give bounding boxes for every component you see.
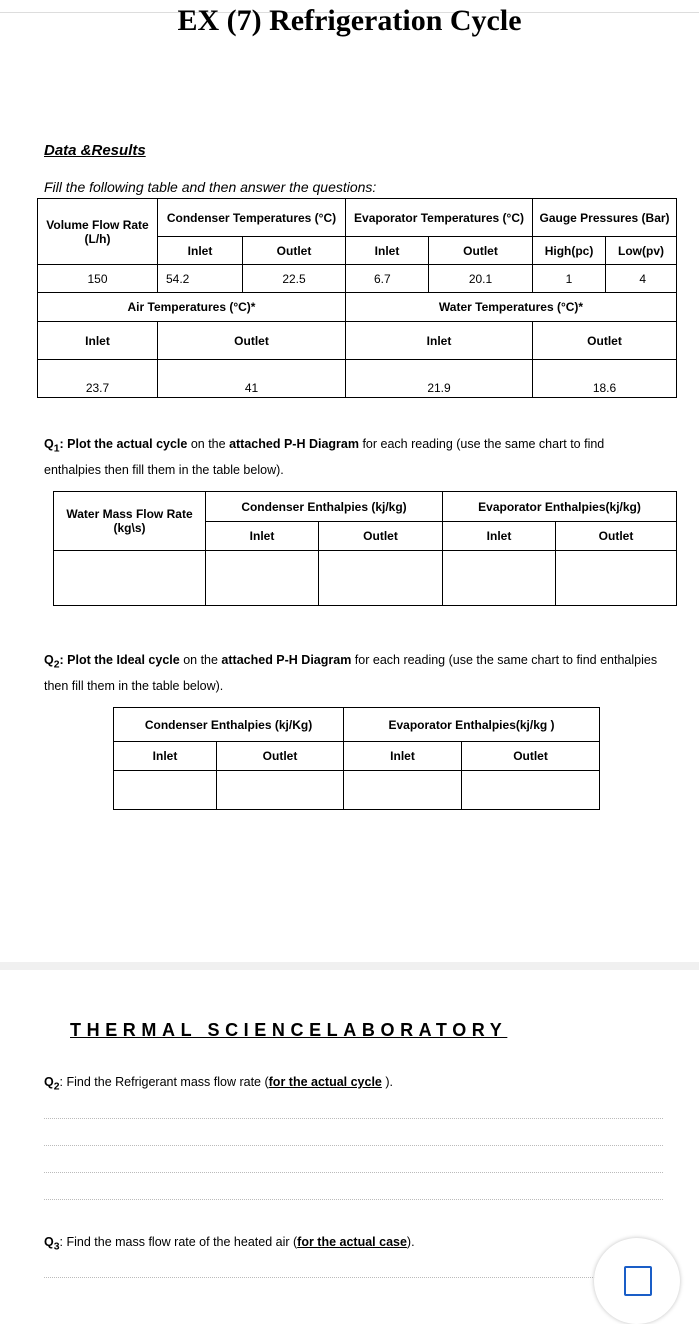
evaporator-outlet-header: Outlet	[429, 237, 533, 265]
evaporator-temps-header: Evaporator Temperatures (°C)	[346, 199, 533, 237]
empty-cell[interactable]	[462, 771, 600, 810]
condenser-outlet-header: Outlet	[319, 522, 443, 551]
question-2: $Q_2$: Plot the Ideal cycle on the attached P-H Diagram for each reading (use the same chart to find enthalpies then fill them in the table below).	[44, 653, 658, 693]
empty-cell[interactable]	[319, 551, 443, 606]
page-break	[0, 962, 699, 970]
evaporator-inlet-header: Inlet	[443, 522, 556, 551]
page-title: EX (7) Refrigeration Cycle	[177, 4, 522, 37]
water-outlet-value: 18.6	[533, 360, 677, 398]
lab-header: THERMAL SCIENCELABORATORY	[70, 1020, 508, 1040]
empty-cell[interactable]	[206, 551, 319, 606]
evaporator-inlet-header: Inlet	[346, 237, 429, 265]
air-outlet-header: Outlet	[158, 322, 346, 360]
water-mass-flow-header: Water Mass Flow Rate (kg\s)	[54, 492, 206, 551]
condenser-inlet-header: Inlet	[114, 742, 217, 771]
section-heading: Data &Results	[44, 142, 146, 159]
answer-line	[44, 1277, 663, 1278]
volume-flow-header: Volume Flow Rate (L/h)	[38, 199, 158, 265]
answer-line	[44, 1199, 663, 1200]
condenser-enthalpies-header: Condenser Enthalpies (kj/kg)	[206, 492, 443, 522]
air-outlet-value: 41	[158, 360, 346, 398]
question-1: $Q_1$: Plot the actual cycle on the attached P-H Diagram for each reading (use the same chart to find enthalpies then fill them in the table below).	[44, 437, 605, 477]
low-pressure-header: Low(pv)	[606, 237, 677, 265]
empty-cell[interactable]	[114, 771, 217, 810]
evaporator-inlet-header: Inlet	[344, 742, 462, 771]
question-4: $Q_3$: Find the mass flow rate of the heated air (for the actual case).	[44, 1235, 415, 1253]
condenser-outlet-header: Outlet	[243, 237, 346, 265]
empty-cell[interactable]	[556, 551, 677, 606]
air-inlet-header: Inlet	[38, 322, 158, 360]
empty-cell[interactable]	[54, 551, 206, 606]
low-pressure-value: 4	[606, 265, 677, 293]
evaporator-inlet-value: 6.7	[346, 265, 429, 293]
instruction-text: Fill the following table and then answer the questions:	[44, 179, 377, 195]
answer-line	[44, 1145, 663, 1146]
document-edit-icon[interactable]	[624, 1266, 652, 1296]
answer-line	[44, 1118, 663, 1119]
evaporator-outlet-value: 20.1	[429, 265, 533, 293]
evaporator-enthalpies-header: Evaporator Enthalpies(kj/kg)	[443, 492, 677, 522]
condenser-outlet-header: Outlet	[217, 742, 344, 771]
air-inlet-value: 23.7	[38, 360, 158, 398]
air-temps-header: Air Temperatures (°C)*	[38, 293, 346, 322]
condenser-outlet-value: 22.5	[243, 265, 346, 293]
answer-line	[44, 1172, 663, 1173]
water-inlet-value: 21.9	[346, 360, 533, 398]
high-pressure-header: High(pc)	[533, 237, 606, 265]
water-temps-header: Water Temperatures (°C)*	[346, 293, 677, 322]
condenser-inlet-header: Inlet	[206, 522, 319, 551]
empty-cell[interactable]	[344, 771, 462, 810]
high-pressure-value: 1	[533, 265, 606, 293]
water-inlet-header: Inlet	[346, 322, 533, 360]
condenser-temps-header: Condenser Temperatures (°C)	[158, 199, 346, 237]
gauge-pressures-header: Gauge Pressures (Bar)	[533, 199, 677, 237]
empty-cell[interactable]	[217, 771, 344, 810]
water-outlet-header: Outlet	[533, 322, 677, 360]
actual-enthalpy-table	[53, 491, 677, 606]
data-table	[37, 198, 677, 398]
condenser-inlet-header: Inlet	[158, 237, 243, 265]
evaporator-enthalpies-header: Evaporator Enthalpies(kj/kg )	[344, 708, 600, 742]
empty-cell[interactable]	[443, 551, 556, 606]
question-3: $Q_2$: Find the Refrigerant mass flow rate (for the actual cycle ).	[44, 1075, 393, 1093]
condenser-inlet-value: 54.2	[158, 265, 243, 293]
condenser-enthalpies-header: Condenser Enthalpies (kj/Kg)	[114, 708, 344, 742]
evaporator-outlet-header: Outlet	[462, 742, 600, 771]
ideal-enthalpy-table	[113, 707, 600, 810]
volume-flow-value: 150	[38, 265, 158, 293]
evaporator-outlet-header: Outlet	[556, 522, 677, 551]
